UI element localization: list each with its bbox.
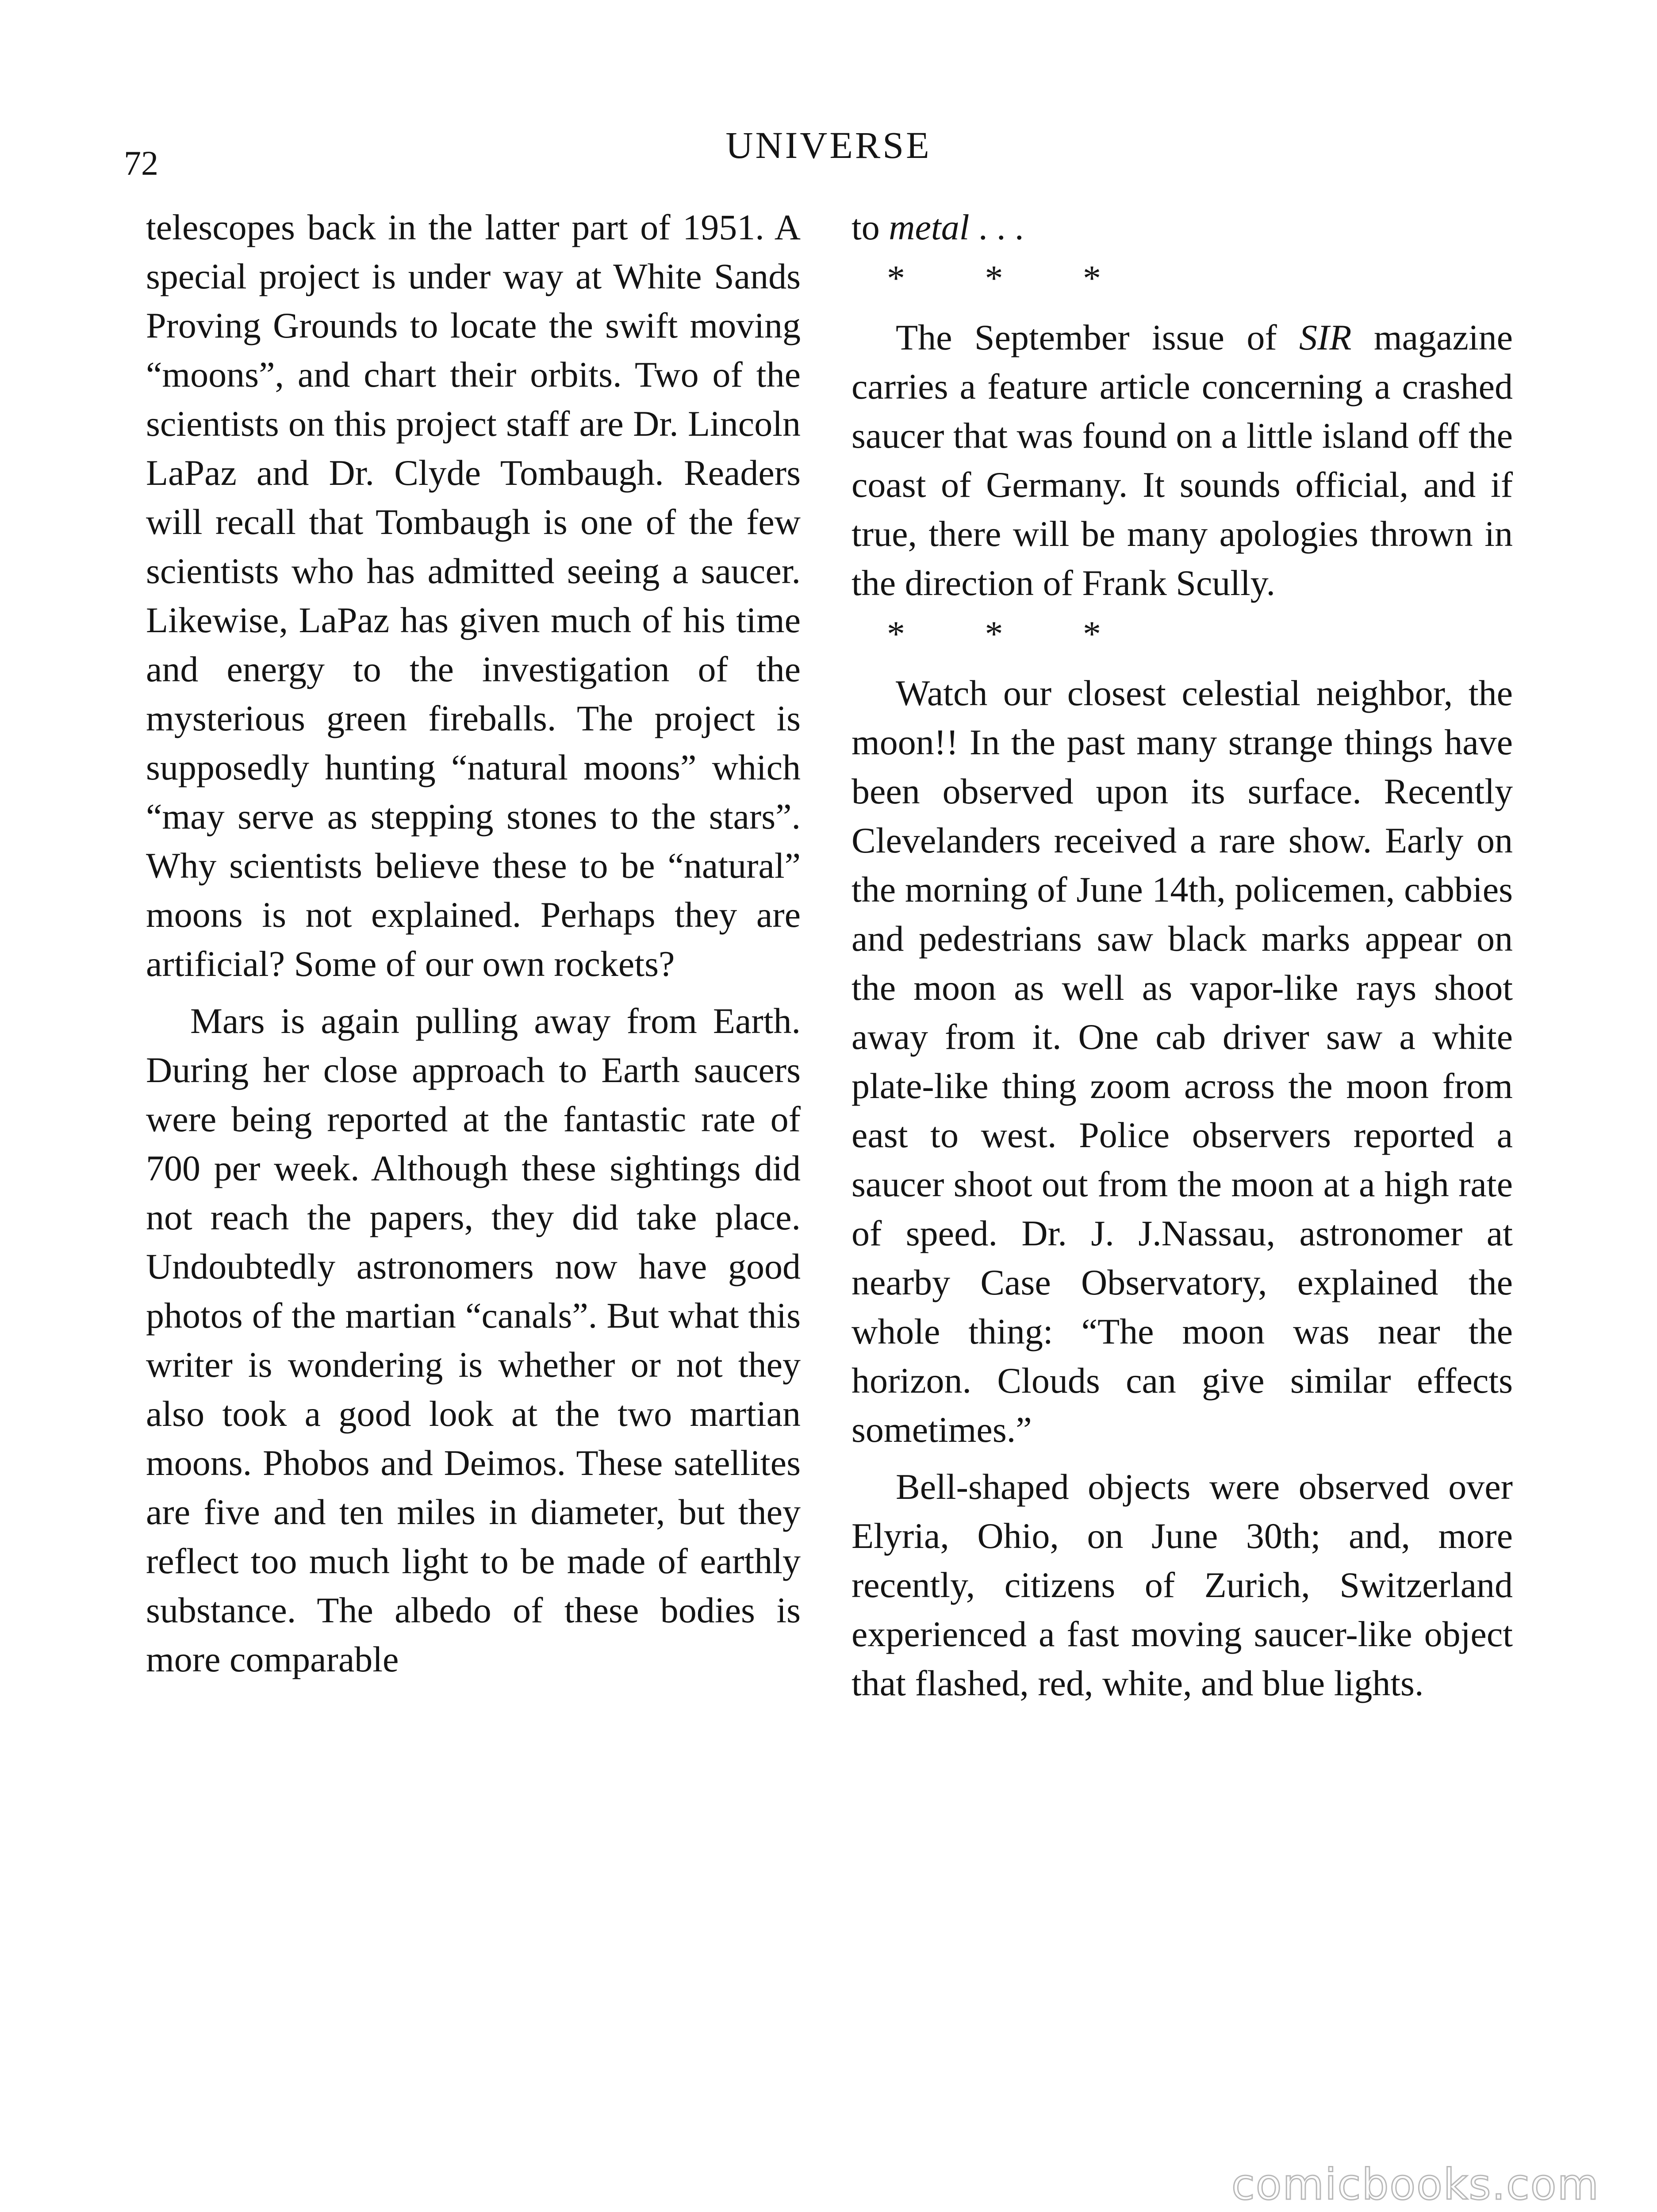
section-divider: * * * [887, 258, 1136, 298]
paragraph [852, 313, 1513, 607]
watermark: comicbooks.com [1231, 2160, 1599, 2209]
paragraph: Watch our closest celestial neighbor, the moon!! In the past many strange things have been observed upon its surface. Recently Clevelanders received a rare show. Early on the morning of June 14th, policemen, cabbies and pedestrians saw black marks appear on the moon as well as vapor-like rays shoot away from it. One cab driver saw a white plate-like thing zoom across the moon from east to west. Police observers reported a saucer shoot out from the moon at a high rate of speed. Dr. J. J.Nassau, astronomer at nearby Case Observatory, explained the whole thing: “The moon was near the horizon. Clouds can give similar effects sometimes.” [852, 673, 1513, 1450]
paragraph [852, 203, 1513, 252]
paragraph: Bell-shaped objects were observed over Elyria, Ohio, on June 30th; and, more recently, citizens of Zurich, Switzerland experienced a fast moving saucer-like object that flashed, red, white, and blue lights. [852, 1467, 1513, 1703]
text-run: . . . [969, 207, 1024, 247]
right-column [852, 203, 1513, 1708]
paragraph: Mars is again pulling away from Earth. During her close approach to Earth saucers were being reported at the fantastic rate of 700 per week. Although these sightings did not reach the papers, they did take place. Undoubtedly astronomers now have good photos of the martian “canals”. But what this writer is wondering is whether or not they also took a good look at the two martian moons. Phobos and Deimos. These satellites are five and ten miles in diameter, but they reflect too much light to be made of earthly substance. The albedo of these bodies is more comparable [146, 1001, 801, 1679]
running-head: UNIVERSE [725, 124, 932, 166]
section-divider: * * * [887, 614, 1136, 654]
text-run: to [852, 207, 889, 247]
left-column [146, 203, 801, 1684]
emphasis: metal [889, 207, 970, 247]
paragraph: telescopes back in the latter part of 1951. A special project is under way at White Sands Proving Grounds to locate the swift moving “moons”, and chart their orbits. Two of the scientists on this project staff are Dr. Lincoln LaPaz and Dr. Clyde Tombaugh. Readers will recall that Tombaugh is one of the few scientists who has admitted seeing a saucer. Likewise, LaPaz has given much of his time and energy to the investigation of the mysterious green fireballs. The project is supposedly hunting “natural moons” which “may serve as stepping stones to the stars”. Why scientists believe these to be “natural” moons is not explained. Perhaps they are artificial? Some of our own rockets? [146, 207, 801, 984]
text-run: magazine carries a feature article concerning a crashed saucer that was found on a little island off the coast of Germany. It sounds official, and if true, there will be many apologies thrown in the direction of Frank Scully. [852, 317, 1513, 603]
page-number: 72 [124, 144, 158, 182]
text-run: The September issue of [896, 317, 1300, 357]
emphasis: SIR [1299, 317, 1352, 357]
